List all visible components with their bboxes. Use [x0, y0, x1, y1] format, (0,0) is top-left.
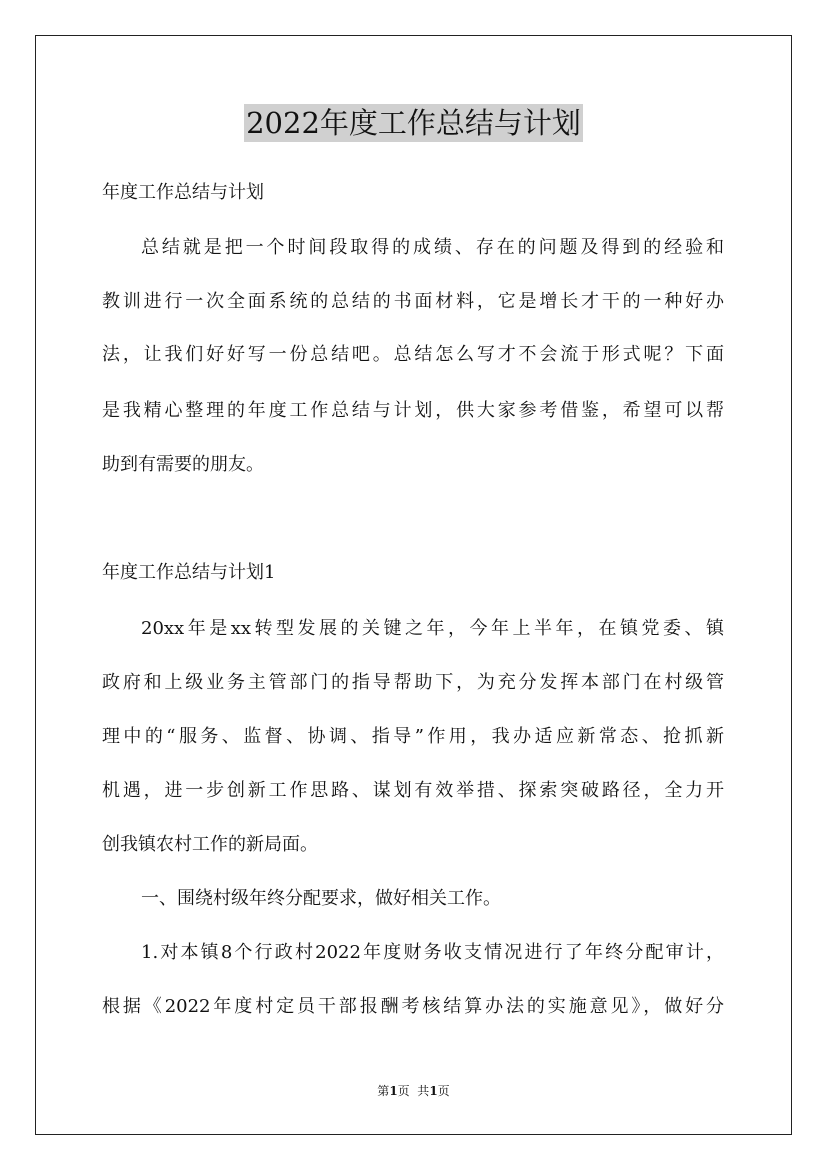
footer-total-pages: 1 [429, 1084, 438, 1098]
intro-line-5: 助到有需要的朋友。 [102, 454, 264, 475]
footer-prefix: 第 [377, 1084, 390, 1098]
section1-line-5: 创我镇农村工作的新局面。 [102, 834, 318, 855]
point1-line-2: 根据《2022年度村定员干部报酬考核结算办法的实施意见》，做好分 [102, 996, 724, 1017]
section1-line-4: 机遇，进一步创新工作思路、谋划有效举措、探索突破路径，全力开 [102, 780, 724, 801]
section1-line-3: 理中的“服务、监督、协调、指导”作用，我办适应新常态、抢抓新 [102, 726, 724, 747]
section1-line-1: 20xx年是xx转型发展的关键之年，今年上半年，在镇党委、镇 [141, 618, 724, 639]
intro-line-4: 是我精心整理的年度工作总结与计划，供大家参考借鉴，希望可以帮 [102, 400, 724, 421]
intro-line-2: 教训进行一次全面系统的总结的书面材料，它是增长才干的一种好办 [102, 291, 724, 312]
subtitle: 年度工作总结与计划 [102, 182, 264, 203]
intro-line-1: 总结就是把一个时间段取得的成绩、存在的问题及得到的经验和 [141, 237, 724, 258]
document-title: 2022年度工作总结与计划 [246, 106, 581, 140]
page-footer [0, 1083, 827, 1099]
footer-mid: 页 共 [397, 1084, 430, 1098]
title-container [0, 104, 827, 142]
point-heading: 一、围绕村级年终分配要求，做好相关工作。 [141, 888, 501, 909]
intro-line-3: 法，让我们好好写一份总结吧。总结怎么写才不会流于形式呢？下面 [102, 344, 724, 365]
footer-suffix: 页 [437, 1084, 450, 1098]
footer-page-number: 1 [389, 1084, 398, 1098]
section1-heading: 年度工作总结与计划1 [102, 562, 276, 583]
section1-line-2: 政府和上级业务主管部门的指导帮助下，为充分发挥本部门在村级管 [102, 672, 724, 693]
point1-line-1: 1.对本镇8个行政村2022年度财务收支情况进行了年终分配审计， [141, 942, 724, 963]
